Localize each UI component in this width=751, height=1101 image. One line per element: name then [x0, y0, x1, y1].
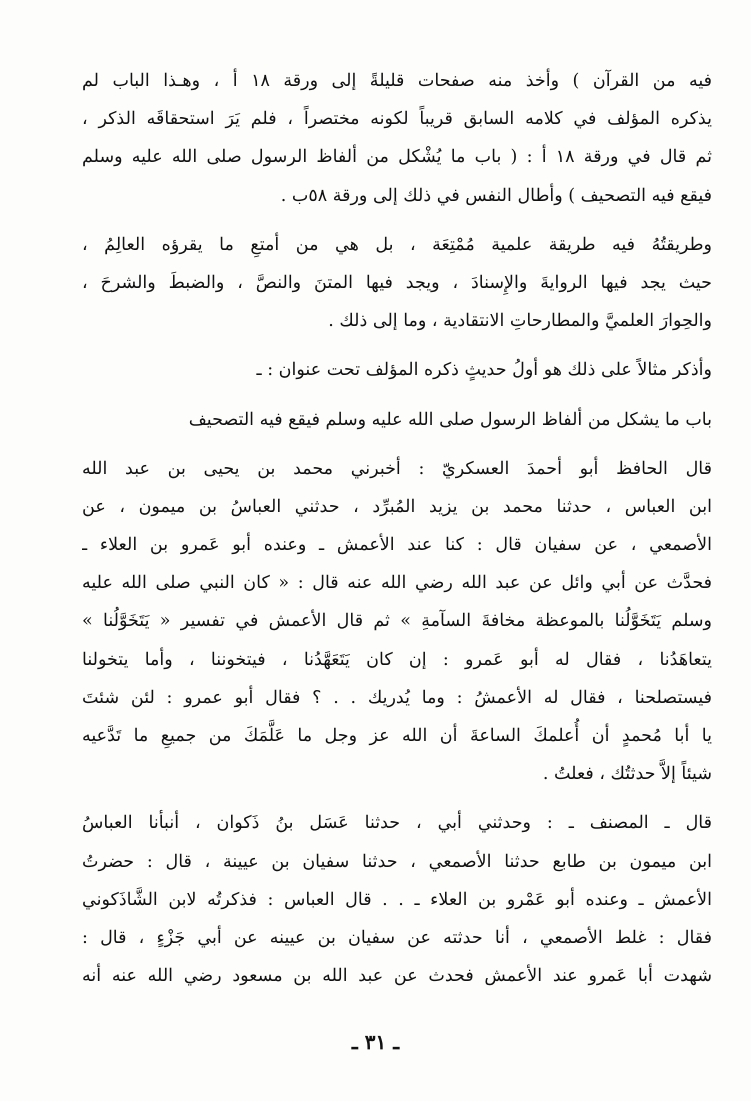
heading-line: باب ما يشكل من ألفاظ الرسول صلى الله عليه وسلم فيقع فيه التصحيف: [188, 409, 712, 430]
text-line: وطريقتُهُ فيه طريقة علمية مُمْتِعَة ، بل هي من أمتعِ ما يقرؤه العالِمُ ،: [82, 234, 712, 255]
page-body: [82, 62, 712, 995]
paragraph-3: [82, 351, 712, 389]
text-line: شيئاً إلاَّ حدثتُك ، فعلتُ .: [542, 764, 712, 785]
text-line: قال الحافظ أبو أحمدَ العسكريّ : أخبرني محمد بن يحيى بن عبد الله: [82, 458, 712, 479]
section-heading: [82, 401, 712, 439]
text-line: الأصمعي ، عن سفيان قال : كنا عند الأعمش ـ وعنده أبو عَمرو بن العلاء ـ: [82, 535, 712, 556]
text-line: فيستصلحنا ، فقال له الأعمشُ : وما يُدريك . . ؟ فقال أبو عمرو : لئن شئتَ: [82, 687, 712, 708]
text-line: يا أبا مُحمدٍ أن أُعلمكَ الساعةَ أن الله عز وجل ما عَلَّمَكَ من جميعِ ما تَدَّعيه: [82, 726, 712, 746]
paragraph-gap: [82, 340, 712, 351]
text-line: فيقع فيه التصحيف ) وأطال النفس في ذلك إلى ورقة ٥٨ب .: [280, 185, 712, 206]
text-line: يتعاهَدُنا ، فقال له أبو عَمرو : إن كان يَتَعَهَّدُنا ، فيتخوننا ، وأما يتخولنا: [82, 649, 712, 670]
text-line: حيث يجد فيها الروايةَ والإِسنادَ ، ويجد فيها المتنَ والنصَّ ، والضبطَ والشرحَ ،: [82, 272, 712, 293]
paragraph-1: [82, 62, 712, 215]
text-line: ابن ميمون بن طابع حدثنا الأصمعي ، حدثنا سفيان بن عيينة ، قال : حضرتُ: [82, 851, 712, 872]
text-line: فحدَّث عن أبي وائل عن عبد الله رضي الله عنه قال : « كان النبي صلى الله عليه: [82, 573, 712, 594]
text-line: والحِوارَ العلميَّ والمطارحاتِ الانتقادية ، وما إلى ذلك .: [328, 311, 712, 332]
text-line: ثم قال في ورقة ١٨ أ : ( باب ما يُشْكل من ألفاظ الرسول صلى الله عليه وسلم: [82, 147, 712, 168]
text-line: يذكره المؤلف في كلامه السابق قريباً لكونه مختصراً ، فلم يَرَ استحقاقَه الذكر ،: [82, 109, 712, 130]
text-line: شهدت أبا عَمرو عند الأعمش فحدث عن عبد الله بن مسعود رضي الله عنه أنه: [82, 966, 712, 987]
paragraph-2: [82, 226, 712, 341]
paragraph-gap: [82, 793, 712, 804]
text-line: فقال : غلط الأصمعي ، أنا حدثته عن سفيان بن عيينه عن أبي جَزْءٍ ، قال :: [82, 927, 712, 948]
paragraph-gap: [82, 215, 712, 226]
paragraph-gap: [82, 439, 712, 450]
text-line: وأذكر مثالاً على ذلك هو أولُ حديثٍ ذكره المؤلف تحت عنوان : ـ: [256, 360, 712, 381]
text-line: قال ـ المصنف ـ : وحدثني أبي ، حدثنا عَسَل بنُ ذَكوان ، أنبأنا العباسُ: [82, 813, 712, 834]
paragraph-4: [82, 450, 712, 794]
paragraph-5: [82, 804, 712, 995]
text-line: ابن العباس ، حدثنا محمد بن يزيد المُبرِّد ، حدثني العباسُ بن ميمون ، عن: [82, 496, 712, 517]
text-line: وسلم يَتَخَوَّلُنا بالموعظة مخافةَ السآمةِ » ثم قال الأعمش في تفسير « يَتَخَوَّلُنا »: [82, 611, 712, 632]
text-line: الأعمش ـ وعنده أبو عَمْرو بن العلاء ـ . . قال العباس : فذكرتُه لابن الشَّاذَكوني: [82, 889, 712, 910]
page-number: ـ ٣١ ـ: [351, 1030, 400, 1054]
text-line: فيه من القرآن ) وأخذ منه صفحات قليلةً إلى ورقة ١٨ أ ، وهـذا الباب لم: [82, 71, 712, 91]
paragraph-gap: [82, 390, 712, 401]
